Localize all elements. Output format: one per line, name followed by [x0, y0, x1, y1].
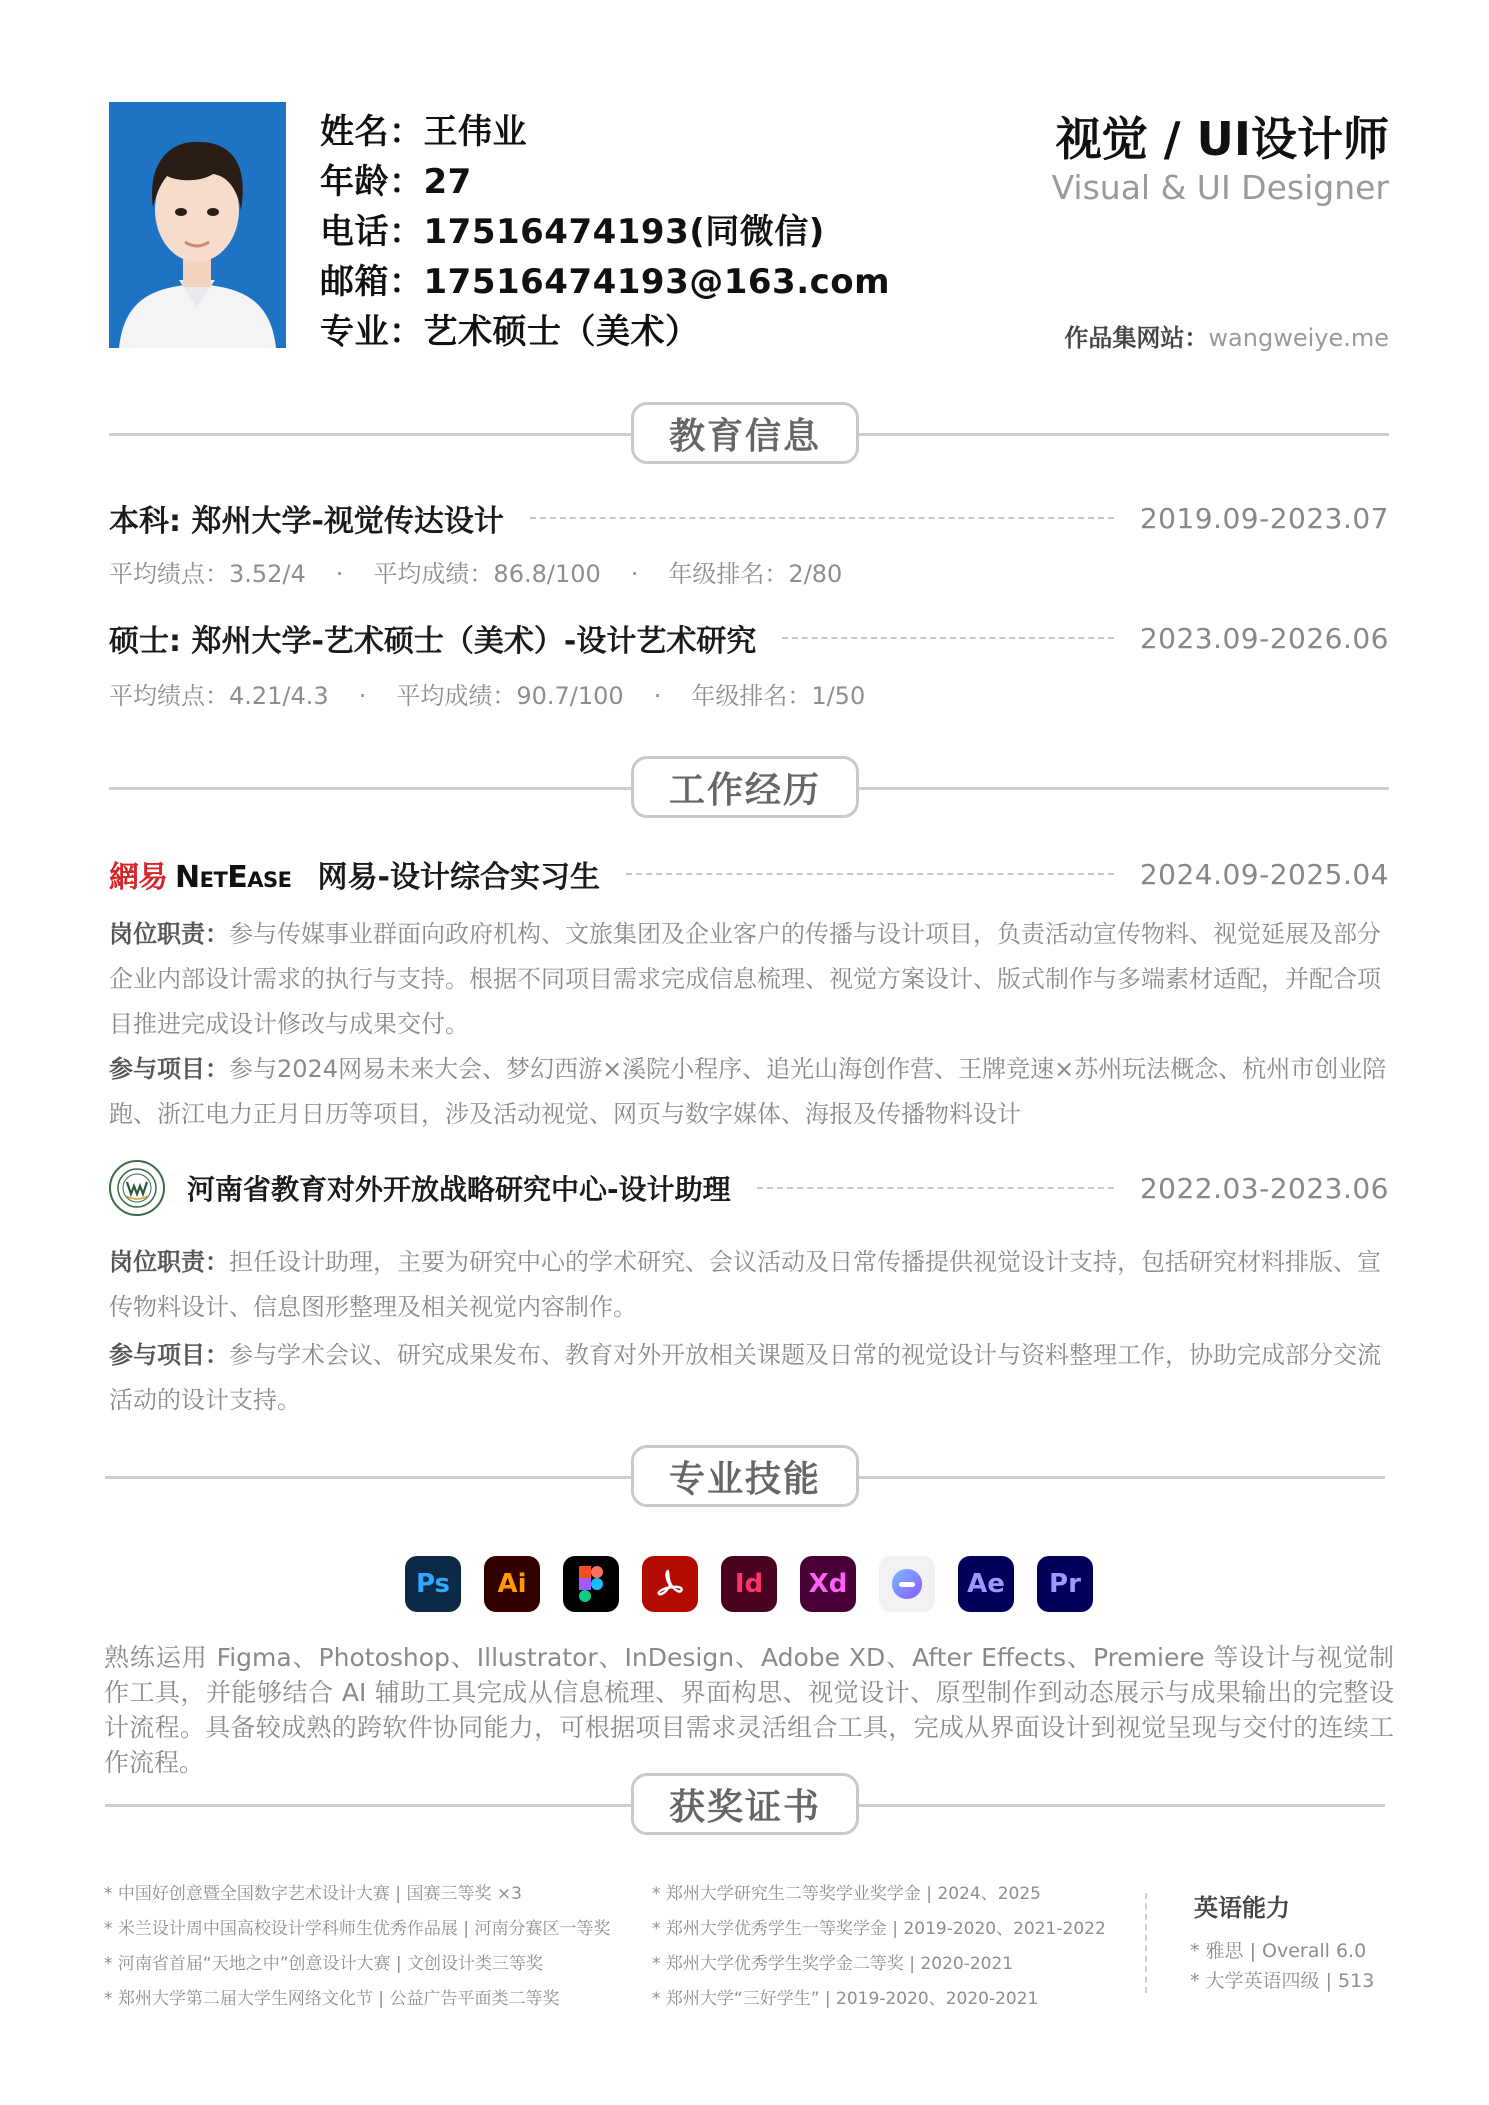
awards-section-title: 获奖证书 — [631, 1773, 859, 1835]
education-date: 2019.09-2023.07 — [1139, 501, 1389, 535]
major-line: 专业：艺术硕士（美术） — [320, 312, 700, 352]
education-title: 本科: 郑州大学-视觉传达设计 — [109, 504, 504, 539]
education-title: 硕士: 郑州大学-艺术硕士（美术）-设计艺术研究 — [109, 624, 757, 659]
award-item: * 河南省首届“天地之中”创意设计大赛 | 文创设计类三等奖 — [104, 1954, 544, 1974]
indesign-icon: Id — [721, 1556, 777, 1612]
awards-column-divider — [1145, 1893, 1147, 1993]
separator: · — [358, 682, 367, 710]
english-item-ielts: * 雅思 | Overall 6.0 — [1190, 1940, 1367, 1962]
name-line: 姓名：王伟业 — [320, 112, 527, 152]
premiere-icon: Pr — [1037, 1556, 1093, 1612]
project-text: 参与2024网易未来大会、梦幻西游×溪院小程序、追光山海创作营、王牌竞速×苏州玩法概念、杭州市创业陪跑、浙江电力正月日历等项目，涉及活动视觉、网页与数字媒体、海报及传播物料设计 — [109, 1055, 1387, 1128]
figma-icon — [563, 1556, 619, 1612]
education-scores-master — [109, 676, 865, 711]
portfolio-label: 作品集网站： — [1064, 324, 1209, 352]
research-center-emblem-icon — [109, 1160, 165, 1216]
scholarship-item: * 郑州大学优秀学生奖学金二等奖 | 2020-2021 — [652, 1954, 1014, 1974]
education-scores-bachelor — [109, 554, 842, 589]
work-row-netease — [109, 852, 1389, 896]
scholarship-item: * 郑州大学优秀学生一等奖学金 | 2019-2020、2021-2022 — [652, 1919, 1106, 1939]
gpa: 平均绩点：3.52/4 — [109, 560, 306, 588]
work-title: 网易-设计综合实习生 — [317, 860, 600, 895]
duty-label: 岗位职责： — [109, 1248, 229, 1276]
work-date: 2024.09-2025.04 — [1139, 857, 1389, 891]
separator: · — [630, 560, 639, 588]
rank: 年级排名：1/50 — [691, 682, 866, 710]
work-title: 河南省教育对外开放战略研究中心-设计助理 — [187, 1173, 731, 1206]
education-row-master — [109, 616, 1389, 660]
duty-text: 担任设计助理，主要为研究中心的学术研究、会议活动及日常传播提供视觉设计支持，包括研究材料排版、宣传物料设计、信息图形整理及相关视觉内容制作。 — [109, 1248, 1381, 1321]
dashed-leader — [757, 1187, 1114, 1189]
project-label: 参与项目： — [109, 1055, 229, 1083]
skills-description: 熟练运用 Figma、Photoshop、Illustrator、InDesign、Adobe XD、After Effects、Premiere 等设计与视觉制作工具，并能够结合 AI 辅助工具完成从信息梳理、界面构思、视觉设计、原型制作到动态展示与成果输出的完整设计流程。具备较成熟的跨软件协同能力，可根据项目需求灵活组合工具，完成从界面设计到视觉呈现与交付的连续工作流程。 — [104, 1643, 1394, 1777]
average-score: 平均成绩：90.7/100 — [396, 682, 624, 710]
dashed-leader — [782, 637, 1113, 639]
work-project-netease — [109, 1047, 1399, 1137]
work-row-research-center — [109, 1160, 1389, 1216]
duty-label: 岗位职责： — [109, 920, 229, 948]
work-date: 2022.03-2023.06 — [1139, 1171, 1389, 1205]
after-effects-icon: Ae — [958, 1556, 1014, 1612]
acrobat-icon — [642, 1556, 698, 1612]
ai-assistant-icon — [879, 1556, 935, 1612]
portrait-image — [109, 102, 286, 348]
gpa: 平均绩点：4.21/4.3 — [109, 682, 329, 710]
english-item-cet4: * 大学英语四级 | 513 — [1190, 1970, 1375, 1992]
netease-logo-cn: 網易 — [109, 860, 167, 895]
dashed-leader — [626, 873, 1114, 875]
illustrator-icon: Ai — [484, 1556, 540, 1612]
scholarship-item: * 郑州大学“三好学生” | 2019-2020、2020-2021 — [652, 1989, 1039, 2009]
phone-line: 电话：17516474193(同微信) — [320, 212, 825, 252]
work-section-title: 工作经历 — [631, 756, 859, 818]
education-date: 2023.09-2026.06 — [1139, 621, 1389, 655]
award-item: * 郑州大学第二届大学生网络文化节 | 公益广告平面类二等奖 — [104, 1989, 560, 2009]
project-text: 参与学术会议、研究成果发布、教育对外开放相关课题及日常的视觉设计与资料整理工作，协助完成部分交流活动的设计支持。 — [109, 1341, 1381, 1414]
job-title-cn: 视觉 / UI设计师 — [1055, 112, 1389, 166]
netease-logo-en: NetEase — [175, 860, 292, 895]
portfolio — [1064, 318, 1389, 353]
dashed-leader — [530, 517, 1114, 519]
separator: · — [335, 560, 344, 588]
skill-icons — [405, 1556, 1093, 1612]
rank: 年级排名：2/80 — [668, 560, 843, 588]
average-score: 平均成绩：86.8/100 — [373, 560, 601, 588]
age-line: 年龄：27 — [320, 162, 472, 202]
education-row-bachelor — [109, 496, 1389, 540]
skills-section-title: 专业技能 — [631, 1445, 859, 1507]
netease-logo — [109, 852, 292, 896]
award-item: * 米兰设计周中国高校设计学科师生优秀作品展 | 河南分赛区一等奖 — [104, 1919, 611, 1939]
work-duty-research-center — [109, 1240, 1399, 1330]
scholarship-item: * 郑州大学研究生二等奖学业奖学金 | 2024、2025 — [652, 1884, 1041, 1904]
duty-text: 参与传媒事业群面向政府机构、文旅集团及企业客户的传播与设计项目，负责活动宣传物料、视觉延展及部分企业内部设计需求的执行与支持。根据不同项目需求完成信息梳理、视觉方案设计、版式制作与多端素材适配，并配合项目推进完成设计修改与成果交付。 — [109, 920, 1381, 1038]
project-label: 参与项目： — [109, 1341, 229, 1369]
english-ability-title: 英语能力 — [1194, 1894, 1290, 1922]
photoshop-icon: Ps — [405, 1556, 461, 1612]
work-project-research-center — [109, 1333, 1399, 1423]
education-section-title: 教育信息 — [631, 402, 859, 464]
work-duty-netease — [109, 912, 1399, 1047]
email-line: 邮箱：17516474193@163.com — [320, 262, 891, 302]
job-title-en: Visual & UI Designer — [1051, 168, 1389, 207]
portfolio-link[interactable]: wangweiye.me — [1208, 324, 1389, 352]
separator: · — [653, 682, 662, 710]
award-item: * 中国好创意暨全国数字艺术设计大赛 | 国赛三等奖 ×3 — [104, 1884, 522, 1904]
profile-photo — [109, 102, 286, 348]
xd-icon: Xd — [800, 1556, 856, 1612]
